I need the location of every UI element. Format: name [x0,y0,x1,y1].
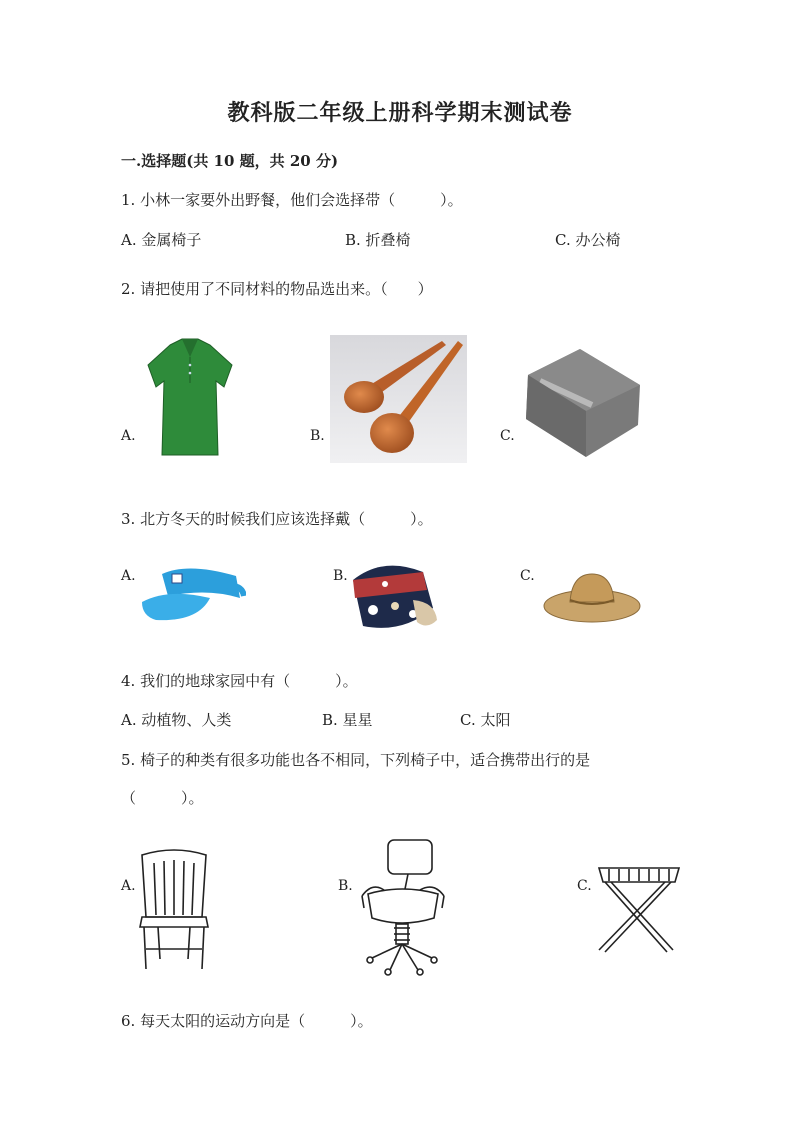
office-swivel-chair-image [358,838,446,976]
q2-option-a[interactable]: A. [121,428,136,444]
q5-option-a[interactable]: A. [121,878,136,894]
q5-option-b[interactable]: B. [338,878,353,894]
q4-option-c[interactable]: C. 太阳 [460,711,511,729]
straw-hat-image [542,570,642,626]
question-5: 5. 椅子的种类有很多功能也各不相同，下列椅子中，适合携带出行的是 [121,751,591,769]
q1-option-c[interactable]: C. 办公椅 [555,231,621,249]
q4-option-a[interactable]: A. 动植物、人类 [121,711,232,729]
patterned-winter-hat-image [343,560,438,635]
wooden-chair-image [136,845,212,973]
q3-option-c[interactable]: C. [520,568,535,584]
q2-option-c[interactable]: C. [500,428,515,444]
gray-folded-towel-image [520,345,645,460]
page-title: 教科版二年级上册科学期末测试卷 [227,100,573,126]
q3-option-b[interactable]: B. [333,568,348,584]
question-1: 1. 小林一家要外出野餐，他们会选择带（ ）。 [121,191,463,209]
wooden-spoons-image [330,335,467,463]
question-4: 4. 我们的地球家园中有（ ）。 [121,672,358,690]
section-heading: 一.选择题(共 10 题，共 20 分) [121,152,339,170]
question-2: 2. 请把使用了不同材料的物品选出来。（ ） [121,280,433,298]
green-polo-shirt-image [140,335,240,460]
q1-option-b[interactable]: B. 折叠椅 [345,231,411,249]
q1-option-a[interactable]: A. 金属椅子 [121,231,202,249]
q3-option-a[interactable]: A. [121,568,136,584]
folding-stool-image [595,862,683,960]
q2-option-b[interactable]: B. [310,428,325,444]
question-6: 6. 每天太阳的运动方向是（ ）。 [121,1012,373,1030]
question-5-continued: （ ）。 [121,789,204,807]
q5-option-c[interactable]: C. [577,878,592,894]
question-3: 3. 北方冬天的时候我们应该选择戴（ ）。 [121,510,433,528]
blue-visor-cap-image [138,562,246,624]
q4-option-b[interactable]: B. 星星 [322,711,373,729]
